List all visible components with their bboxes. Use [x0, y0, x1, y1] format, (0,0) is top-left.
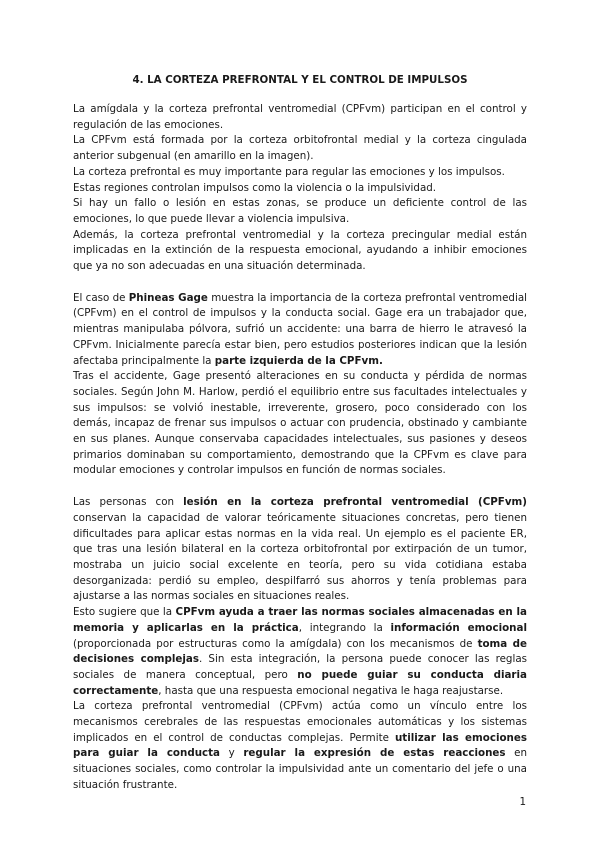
- text-run: Esto sugiere que la: [73, 606, 176, 619]
- bold-run: información emocional: [390, 621, 527, 634]
- bold-run: utilizar las emociones para guiar la conducta: [73, 731, 527, 760]
- text-run: y: [220, 747, 244, 760]
- paragraph-integration: [73, 605, 527, 699]
- text-run: . Sin esta integración, la persona puede conocer las reglas sociales de manera conceptual, pero: [73, 653, 527, 681]
- paragraph-gap: [73, 479, 527, 495]
- text-run: Las personas con: [73, 496, 184, 509]
- paragraph: La corteza prefrontal es muy importante para regular las emociones y los impulsos.: [73, 165, 505, 178]
- text-run: muestra la importancia de la corteza prefrontal ventromedial (CPFvm) en el control de impulsos y la conducta social. Gage era un trabajador que, mientras manipulaba pólvora, sufrió un accidente: una barra de hierro le atravesó la CPFvm. Inicialmente parecía estar bien, pero estudios posteriores indican que la lesión afectaba principalmente la: [73, 291, 527, 367]
- text-run: El caso de: [73, 291, 129, 304]
- paragraph: Tras el accidente, Gage presentó alteraciones en su conducta y pérdida de normas sociales. Según John M. Harlow, perdió el equilibrio entre sus facultades intelectuales y sus impulsos: se volvió inestable, irreverente, grosero, poco considerado con los demás, incapaz de frenar sus impulsos o actuar con prudencia, obstinado y cambiante en sus planes. Aunque conservaba capacidades intelectuales, sus pasiones y deseos primarios dominaban su comportamiento, demostrando que la CPFvm es clave para modular emociones y controlar impulsos en función de normas sociales.: [73, 370, 527, 477]
- paragraph: La amígdala y la corteza prefrontal ventromedial (CPFvm) participan en el control y regulación de las emociones.: [73, 103, 527, 131]
- text-run: en situaciones sociales, como controlar la impulsividad ante un comentario del jefe o una situación frustrante.: [73, 747, 527, 791]
- document-body: [73, 102, 527, 794]
- text-run: La corteza prefrontal ventromedial (CPFvm) actúa como un vínculo entre los mecanismos cerebrales de las respuestas emocionales automáticas y los sistemas implicados en el control de conductas complejas. Permite: [73, 700, 527, 744]
- bold-run: regular la expresión de estas reacciones: [243, 747, 506, 760]
- paragraph-lesion: [73, 495, 527, 605]
- bold-run: lesión en la corteza prefrontal ventromedial (CPFvm): [183, 496, 527, 509]
- paragraph: La CPFvm está formada por la corteza orbitofrontal medial y la corteza cingulada anterior subgenual (en amarillo en la imagen).: [73, 134, 527, 163]
- section-title: 4. LA CORTEZA PREFRONTAL Y EL CONTROL DE IMPULSOS: [132, 74, 468, 86]
- bold-run: no puede guiar su conducta diaria correctamente: [73, 668, 527, 697]
- text-run: , integrando la: [298, 621, 391, 634]
- text-run: conservan la capacidad de valorar teóricamente situaciones concretas, pero tienen dificultades para aplicar estas normas en la vida real. Un ejemplo es el paciente ER, que tras una lesión bilateral en la corteza orbitofrontal por extirpación de un tumor, mostraba un juicio social excelente en teoría, pero su vida cotidiana estaba desorganizada: perdió su empleo, despilfarró sus ahorros y tenía problemas para ajustarse a las normas sociales en situaciones reales.: [73, 511, 527, 603]
- bold-run: parte izquierda de la CPFvm.: [214, 354, 383, 367]
- bold-run: Phineas Gage: [128, 291, 208, 304]
- page-number: 1: [519, 796, 526, 808]
- paragraph-gap: [73, 275, 527, 291]
- text-run: , hasta que una respuesta emocional negativa le haga reajustarse.: [158, 684, 504, 697]
- paragraph-link: [73, 699, 527, 793]
- bold-run: CPFvm ayuda a traer las normas sociales almacenadas en la memoria y aplicarlas en la práctica: [73, 606, 527, 634]
- bold-run: toma de decisiones complejas: [73, 637, 527, 666]
- paragraph: Estas regiones controlan impulsos como la violencia o la impulsividad.: [73, 181, 437, 194]
- paragraph: Además, la corteza prefrontal ventromedial y la corteza precingular medial están implicadas en la extinción de la respuesta emocional, ayudando a inhibir emociones que ya no son adecuadas en una situación determinada.: [73, 228, 527, 273]
- text-run: (proporcionada por estructuras como la amígdala) con los mecanismos de: [73, 637, 478, 650]
- paragraph: Si hay un fallo o lesión en estas zonas, se produce un deficiente control de las emociones, lo que puede llevar a violencia impulsiva.: [73, 197, 527, 225]
- paragraph-phineas-gage: [73, 291, 527, 370]
